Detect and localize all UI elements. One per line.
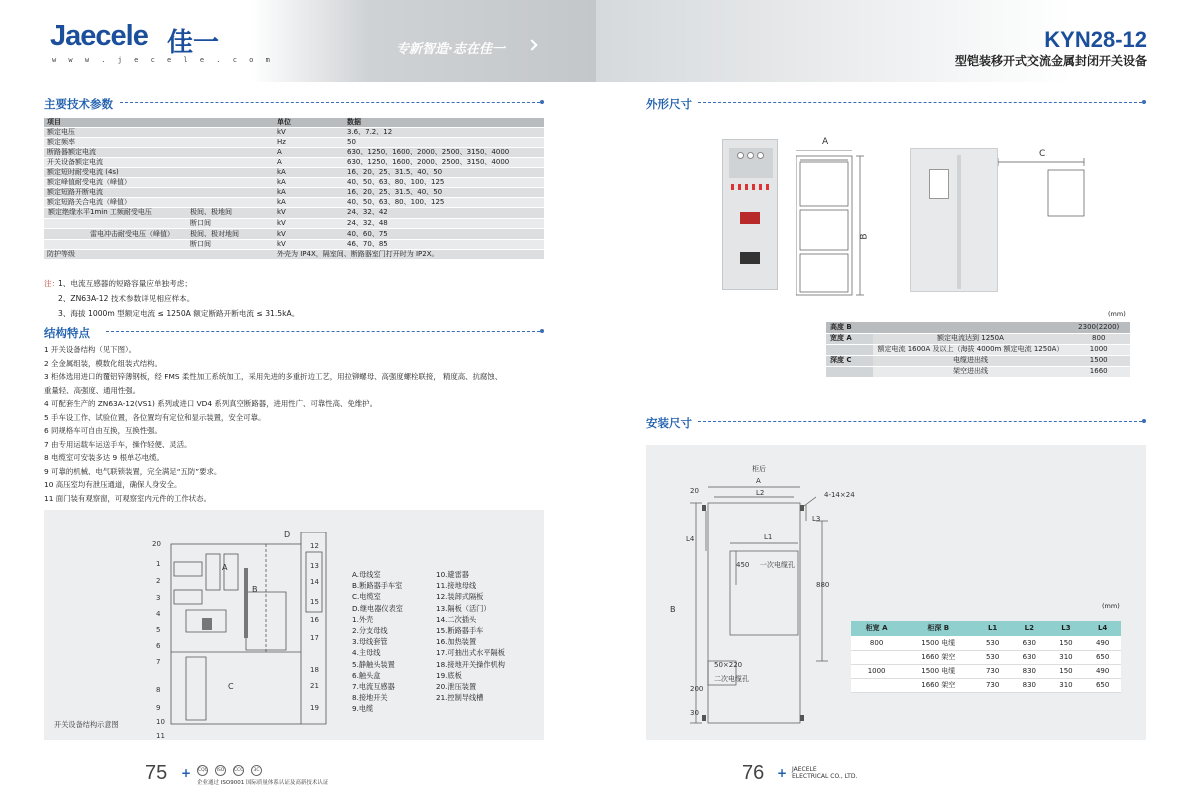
install-label-20: 20 [690, 487, 699, 495]
table-cell: 额定短时耐受电流 (4s) [44, 168, 274, 178]
table-cell: 宽度 A [826, 333, 873, 344]
table-cell [851, 678, 902, 692]
divider-dot [1142, 419, 1146, 423]
feature-item: 5 手车设工作、试验位置，各位置均有定位和显示装置，安全可靠。 [44, 412, 266, 422]
divider [120, 102, 540, 103]
table-row [826, 344, 1130, 355]
table-cell: 630、1250、1600、2000、2500、3150、4000 [344, 148, 544, 158]
insulation-sublabel: 1min 工频耐受电压 [90, 208, 152, 217]
table-cell [44, 208, 274, 219]
cert-icon: 3C [251, 765, 262, 776]
table-row [826, 333, 1130, 344]
install-label-a: A [756, 477, 761, 485]
zone-letter: C [228, 682, 234, 691]
outline-dim-table [826, 322, 1130, 378]
header-cell: 项目 [44, 118, 274, 128]
company-line: ELECTRICAL CO., LTD. [792, 773, 858, 780]
dim-label-b: B [859, 233, 870, 240]
section-header-install [646, 415, 1146, 430]
spec-notes [44, 276, 544, 321]
table-cell: 40、60、75 [344, 229, 544, 240]
legend-left [352, 569, 403, 715]
table-row [44, 138, 544, 148]
callout-number: 6 [156, 642, 161, 650]
install-label-l3: L3 [812, 515, 821, 523]
table-cell: 150 [1048, 664, 1085, 678]
table-cell: 电缆进出线 [873, 355, 1067, 366]
callout-number: 8 [156, 686, 161, 694]
table-cell [826, 366, 873, 377]
table-cell: 额定短路关合电流（峰值） [44, 198, 274, 208]
feature-item: 重量轻、高强度、通用性强。 [44, 385, 141, 395]
feature-item: 4 可配套生产的 ZN63A-12(VS1) 系列或进口 VD4 系列真空断路器，进用性广、可靠性高、免维护。 [44, 399, 377, 408]
table-cell: 490 [1084, 664, 1121, 678]
table-row [44, 208, 544, 219]
diagram-caption: 开关设备结构示意图 [54, 720, 119, 729]
legend-right [436, 569, 505, 703]
legend-item: 17.可抽出式水平隔板 [436, 648, 505, 658]
install-diagram-panel [646, 445, 1146, 740]
table-header-row [851, 621, 1121, 636]
table-row [44, 239, 544, 250]
install-label-b: B [670, 605, 676, 614]
feature-item: 10 高压室均有泄压通道，确保人身安全。 [44, 480, 182, 489]
table-row [826, 355, 1130, 366]
table-row [44, 158, 544, 168]
legend-item: 19.底板 [436, 670, 462, 680]
table-cell: 630 [1011, 650, 1048, 664]
spec-table [44, 118, 544, 260]
table-cell: 650 [1084, 650, 1121, 664]
table-cell: 150 [1048, 636, 1085, 650]
table-cell: kA [274, 178, 344, 188]
page-number: 75 [145, 762, 168, 784]
table-cell: Hz [274, 138, 344, 148]
table-cell: 310 [1048, 678, 1085, 692]
legend-item: 15.断路器手车 [436, 626, 484, 636]
table-row [44, 229, 544, 240]
table-cell [873, 322, 1067, 333]
callout-number: 4 [156, 610, 161, 618]
table-cell: kA [274, 188, 344, 198]
callout-number: 18 [310, 666, 319, 674]
page-number: 76 [742, 762, 765, 784]
slogan: 专新智造·志在佳一 [396, 42, 505, 57]
table-cell: 1660 架空 [902, 678, 974, 692]
feature-item: 3 柜体选用进口的覆铝锌薄钢板，经 FMS 柔性加工系统加工，采用先进的多重折边工艺，用拉铆螺母、高强度螺栓联接， 精度高、抗腐蚀、 [44, 372, 503, 381]
callout-number: 13 [310, 562, 319, 570]
feature-list [44, 343, 544, 505]
install-label-880: 880 [816, 581, 830, 589]
table-cell: 深度 C [826, 355, 873, 366]
legend-item: C.电缆室 [352, 592, 381, 602]
table-cell: 1000 [851, 664, 902, 678]
table-cell: 630、1250、1600、2000、2500、3150、4000 [344, 158, 544, 168]
note-item: 3、海拔 1000m 型额定电流 ≤ 1250A 额定断路开断电流 ≤ 31.5kA。 [58, 309, 300, 318]
table-cell: 极间、极对地间 [190, 229, 239, 238]
legend-item: 7.电流互感器 [352, 682, 395, 692]
section-header-tech [44, 96, 544, 111]
callout-number: 3 [156, 594, 161, 602]
table-cell: 防护等级 [44, 250, 274, 260]
table-cell [44, 229, 274, 240]
table-cell: 40、50、63、80、100、125 [344, 198, 544, 208]
company-name [792, 766, 857, 780]
table-cell: kA [274, 168, 344, 178]
legend-item: 6.触头盒 [352, 670, 381, 680]
table-cell [851, 650, 902, 664]
table-cell: 断口间 [190, 218, 211, 227]
legend-item: 10.避雷器 [436, 570, 469, 579]
table-cell: 3.6、7.2、12 [344, 128, 544, 138]
table-row [44, 218, 544, 229]
divider [698, 421, 1142, 422]
legend-item: 20.泄压装置 [436, 682, 477, 692]
table-cell: 1500 [1067, 355, 1130, 366]
website: w w w . j e c e l e . c o m [52, 56, 274, 64]
callout-number: 19 [310, 704, 319, 712]
table-row [44, 250, 544, 260]
cert-icon: CCC [233, 765, 244, 776]
table-cell: 46、70、85 [344, 239, 544, 250]
note-item: 2、ZN63A-12 技术参数详见相应样本。 [58, 294, 195, 303]
install-label-cable2: 二次电缆孔 [714, 675, 749, 683]
table-cell: 开关设备额定电流 [44, 158, 274, 168]
install-label-l2: L2 [756, 489, 765, 497]
feature-item: 11 面门装有观察窗，可观察室内元件的工作状态。 [44, 493, 211, 503]
table-cell: 730 [974, 678, 1011, 692]
table-row [44, 128, 544, 138]
legend-item: 11.接地母线 [436, 581, 477, 591]
callout-number: 20 [152, 540, 161, 548]
note-item: 1、电流互感器的短路容量应单独考虑； [58, 279, 192, 288]
callout-number: 21 [310, 682, 319, 690]
table-cell: 24、32、42 [344, 208, 544, 219]
table-cell: 1660 架空 [902, 650, 974, 664]
callout-number: 11 [156, 732, 165, 740]
table-cell: 530 [974, 650, 1011, 664]
header-cell: 数据 [344, 118, 544, 128]
table-row [851, 664, 1121, 678]
legend-item: 21.控制导线槽 [436, 693, 484, 703]
table-cell: 高度 B [826, 322, 873, 333]
callout-number: 2 [156, 577, 161, 585]
table-row [44, 198, 544, 208]
table-cell: 额定电流达到 1250A [873, 333, 1067, 344]
cabinet-side-outline [998, 149, 1088, 222]
table-cell: 650 [1084, 678, 1121, 692]
cert-icon: CQC [197, 765, 208, 776]
divider [698, 102, 1142, 103]
table-cell: 490 [1084, 636, 1121, 650]
callout-number: 9 [156, 704, 161, 712]
callout-number: 16 [310, 616, 319, 624]
section-title: 安装尺寸 [646, 416, 692, 430]
install-label-back: 柜后 [752, 465, 766, 473]
table-cell: A [274, 148, 344, 158]
table-cell: kV [274, 239, 344, 250]
table-row [44, 188, 544, 198]
header-cell: 单位 [274, 118, 344, 128]
table-cell: 额定频率 [44, 138, 274, 148]
install-label-l1: L1 [764, 533, 773, 541]
divider-dot [540, 329, 544, 333]
table-cell: 1000 [1067, 344, 1130, 355]
header-cell: L1 [974, 621, 1011, 636]
legend-item: 16.加热装置 [436, 637, 477, 647]
header-cell: L4 [1084, 621, 1121, 636]
legend-item: 9.电缆 [352, 704, 374, 714]
table-cell: 50 [344, 138, 544, 148]
legend-item: 5.静触头装置 [352, 659, 395, 669]
legend-item: D.继电器仪表室 [352, 603, 403, 613]
product-subtitle: 型铠装移开式交流金属封闭开关设备 [954, 54, 1147, 68]
header-cell: L2 [1011, 621, 1048, 636]
table-cell: 830 [1011, 664, 1048, 678]
install-plan-drawing [666, 465, 866, 740]
zone-letter: D [284, 530, 291, 539]
dim-label-a: A [822, 137, 829, 147]
callout-number: 14 [310, 578, 319, 586]
table-header-row [44, 118, 544, 128]
table-cell: 额定电压 [44, 128, 274, 138]
table-row [44, 178, 544, 188]
dim-label-c: C [1039, 149, 1046, 159]
table-cell: 极间、极地间 [190, 208, 232, 217]
table-cell: 800 [851, 636, 902, 650]
switchgear-section-drawing [166, 532, 366, 727]
table-cell: 830 [1011, 678, 1048, 692]
legend-item: B.断路器手车室 [352, 581, 403, 591]
company-line: JAECELE [792, 766, 817, 773]
brand-logo: Jaecele [50, 20, 148, 52]
legend-item: 14.二次插头 [436, 614, 477, 624]
table-cell: kA [274, 198, 344, 208]
section-title: 结构特点 [44, 326, 90, 340]
table-cell: 2300(2200) [1067, 322, 1130, 333]
table-cell: 530 [974, 636, 1011, 650]
header-cell: 柜宽 A [851, 621, 902, 636]
callout-number: 1 [156, 560, 161, 568]
install-label-30: 30 [690, 709, 699, 717]
install-label-hole: 4-14×24 [824, 491, 855, 499]
cert-text: 企业通过 ISO9001 国际质量体系认证及高新技术认证 [197, 780, 329, 786]
callout-number: 17 [310, 634, 319, 642]
table-cell: 16、20、25、31.5、40、50 [344, 188, 544, 198]
install-label-450: 450 [736, 561, 750, 569]
callout-number: 7 [156, 658, 161, 666]
feature-item: 9 可靠的机械、电气联锁装置，完全满足“五防”要求。 [44, 466, 222, 476]
table-cell: 1500 电缆 [902, 664, 974, 678]
cabinet-front-outline [796, 150, 882, 300]
section-header-features [44, 325, 544, 340]
table-cell [44, 218, 274, 229]
table-cell: 40、50、63、80、100、125 [344, 178, 544, 188]
insulation-label: 额定绝缘水平 [48, 208, 90, 217]
product-model: KYN28-12 [1044, 27, 1147, 52]
legend-item: 18.接地开关操作机构 [436, 659, 505, 669]
table-cell: 1500 电缆 [902, 636, 974, 650]
table-cell: 外壳为 IP4X，隔室间、断路器室门打开时为 IP2X。 [274, 250, 544, 260]
table-cell: 630 [1011, 636, 1048, 650]
callout-number: 10 [156, 718, 165, 726]
plus-icon: + [777, 766, 788, 780]
feature-item: 1 开关设备结构（见下图）。 [44, 345, 137, 354]
table-cell: kV [274, 208, 344, 219]
zone-letter: B [252, 585, 258, 594]
callout-number: 5 [156, 626, 161, 634]
section-title: 主要技术参数 [44, 97, 113, 111]
table-cell: 断路器额定电流 [44, 148, 274, 158]
table-cell: 1660 [1067, 366, 1130, 377]
table-row [851, 678, 1121, 692]
callout-number: 12 [310, 542, 319, 550]
section-header-outline [646, 96, 1146, 111]
feature-item: 2 全金属组装，模数化组装式结构。 [44, 358, 162, 368]
install-dim-table [851, 621, 1121, 693]
legend-item: A.母线室 [352, 570, 381, 579]
cabinet-side-image [910, 148, 998, 292]
table-cell: 断口间 [190, 240, 211, 249]
install-label-l4: L4 [686, 535, 695, 543]
table-cell: 架空进出线 [873, 366, 1067, 377]
structure-diagram-panel [44, 510, 544, 740]
table-cell: kV [274, 229, 344, 240]
divider [106, 331, 540, 332]
table-row [44, 148, 544, 158]
legend-item: 4.主母线 [352, 648, 381, 658]
table-cell: 16、20、25、31.5、40、50 [344, 168, 544, 178]
legend-item: 2.分支母线 [352, 626, 388, 636]
feature-item: 8 电缆室可安装多达 9 根单芯电缆。 [44, 453, 164, 462]
legend-item: 12.装卸式隔板 [436, 592, 484, 602]
table-cell: 24、32、48 [344, 218, 544, 229]
callout-number: 15 [310, 598, 319, 606]
legend-item: 1.外壳 [352, 614, 374, 624]
cert-icon: ISO [215, 765, 226, 776]
cabinet-front-image [722, 139, 778, 290]
install-label-200: 200 [690, 685, 704, 693]
table-cell [826, 344, 873, 355]
table-cell: 额定短路开断电流 [44, 188, 274, 198]
table-cell: 730 [974, 664, 1011, 678]
unit-label: (mm) [1102, 602, 1120, 610]
table-cell: 800 [1067, 333, 1130, 344]
install-label-slot: 50×220 [714, 661, 743, 669]
table-cell: 额定峰值耐受电流（峰值） [44, 178, 274, 188]
divider-dot [540, 100, 544, 104]
table-row [44, 168, 544, 178]
table-cell: 额定电流 1600A 及以上（海拔 4000m 额定电流 1250A） [873, 344, 1067, 355]
table-cell [44, 239, 274, 250]
header-cell: 柜深 B [902, 621, 974, 636]
divider-dot [1142, 100, 1146, 104]
notes-label: 注： [44, 279, 60, 288]
table-cell: A [274, 158, 344, 168]
table-cell: kV [274, 218, 344, 229]
brand-logo-cn: 佳一 [167, 28, 220, 58]
unit-label: (mm) [1108, 310, 1126, 318]
legend-item: 13.隔板（活门） [436, 603, 491, 613]
zone-letter: A [222, 563, 228, 572]
table-row [851, 636, 1121, 650]
table-row [826, 366, 1130, 377]
feature-item: 6 同规格车可自由互换，互换性强。 [44, 426, 162, 435]
table-cell: 310 [1048, 650, 1085, 664]
section-title: 外形尺寸 [646, 97, 692, 111]
table-row [826, 322, 1130, 333]
legend-item: 3.母线套管 [352, 637, 388, 647]
table-cell: kV [274, 128, 344, 138]
table-row [851, 650, 1121, 664]
header-cell: L3 [1048, 621, 1085, 636]
insulation-sublabel: 雷电冲击耐受电压（峰值） [90, 229, 174, 238]
install-label-cable1: 一次电缆孔 [760, 561, 795, 569]
legend-item: 8.接地开关 [352, 693, 388, 703]
plus-icon: + [181, 766, 192, 780]
feature-item: 7 由专用运载车运送手车，操作轻便、灵活。 [44, 439, 192, 449]
